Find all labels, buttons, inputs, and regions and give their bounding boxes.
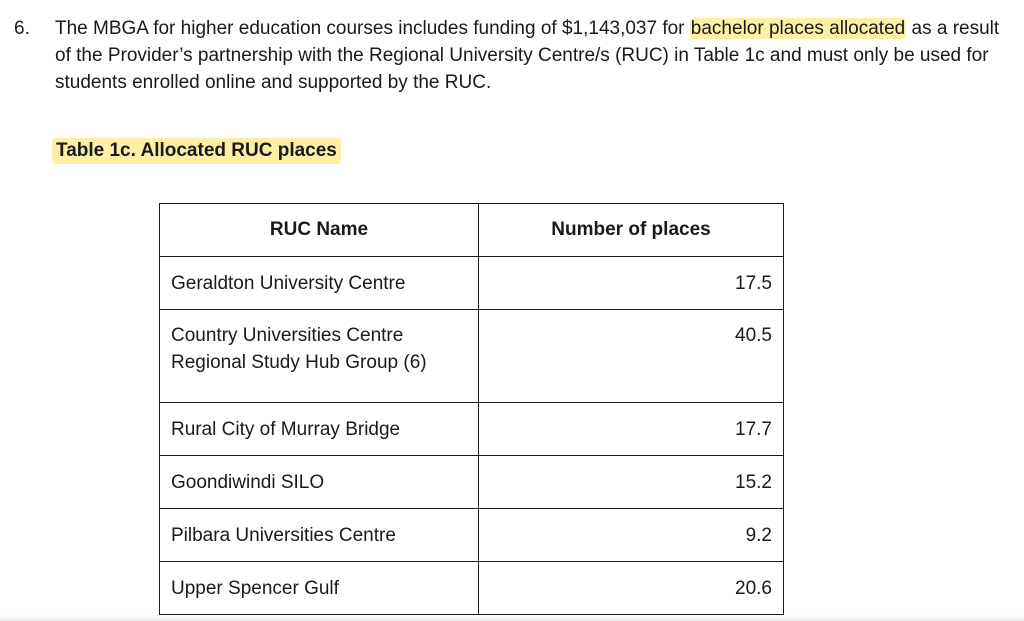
paragraph-number: 6. bbox=[14, 18, 30, 39]
table-row bbox=[160, 509, 784, 562]
table-row bbox=[160, 257, 784, 310]
ruc-name-cell: Geraldton University Centre bbox=[160, 257, 479, 310]
table-row bbox=[160, 456, 784, 509]
ruc-places-table bbox=[159, 203, 784, 615]
table-row bbox=[160, 562, 784, 615]
places-cell: 15.2 bbox=[479, 456, 784, 509]
ruc-name-cell: Pilbara Universities Centre bbox=[160, 509, 479, 562]
places-cell: 40.5 bbox=[479, 310, 784, 403]
ruc-name-cell: Rural City of Murray Bridge bbox=[160, 403, 479, 456]
ruc-name-cell: Country Universities Centre Regional Study Hub Group (6) bbox=[160, 310, 479, 403]
funding-paragraph bbox=[0, 15, 1010, 96]
highlighted-phrase: bachelor places allocated bbox=[690, 18, 906, 39]
page-bottom-edge bbox=[0, 615, 1024, 621]
table-header-row bbox=[160, 204, 784, 257]
places-cell: 9.2 bbox=[479, 509, 784, 562]
places-cell: 17.5 bbox=[479, 257, 784, 310]
table-caption: Table 1c. Allocated RUC places bbox=[52, 138, 341, 164]
ruc-name-cell: Goondiwindi SILO bbox=[160, 456, 479, 509]
table-row bbox=[160, 403, 784, 456]
header-ruc-name: RUC Name bbox=[160, 204, 479, 257]
table-row bbox=[160, 310, 784, 403]
paragraph-text-after: as a result of the Provider’s partnership with the Regional University Centre/s (RUC) in Table 1c and must only be used for students enrolled online and supported by the RUC. bbox=[55, 18, 1000, 93]
places-cell: 20.6 bbox=[479, 562, 784, 615]
paragraph-text bbox=[55, 15, 1010, 96]
places-cell: 17.7 bbox=[479, 403, 784, 456]
paragraph-text-before: The MBGA for higher education courses includes funding of $1,143,037 for bbox=[55, 18, 690, 39]
header-number-of-places: Number of places bbox=[479, 204, 784, 257]
ruc-name-cell: Upper Spencer Gulf bbox=[160, 562, 479, 615]
